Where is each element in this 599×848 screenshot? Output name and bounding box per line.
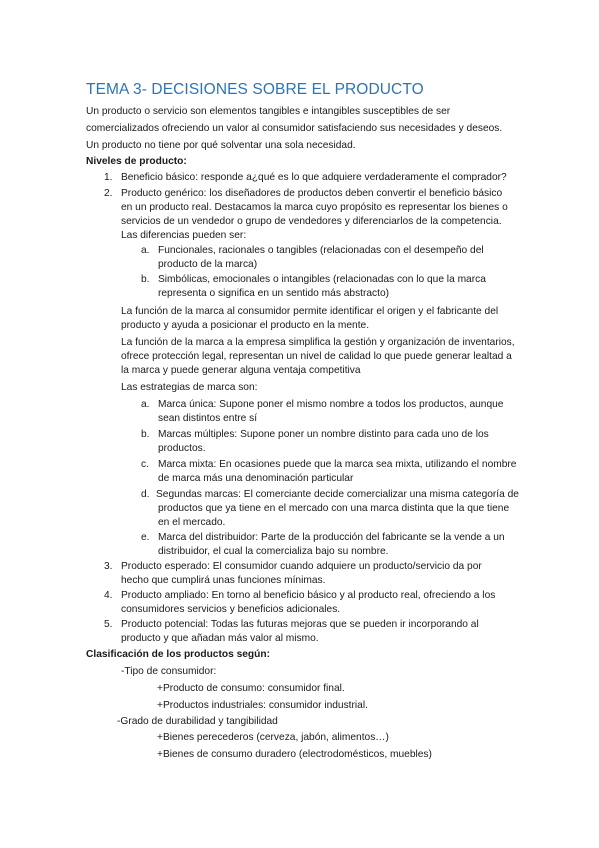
list-item-text: en un producto real. Destacamos la marca cuyo propósito es representar los bienes o [121,202,508,213]
sublist-item-text: Marca mixta: En ocasiones puede que la marca sea mixta, utilizando el nombre [158,459,517,470]
classification-line: +Productos industriales: consumidor industrial. [157,700,368,711]
classification-line: -Grado de durabilidad y tangibilidad [117,716,278,727]
sublist-item-text: productos que ya tiene en el mercado con una marca distinta que la que tiene [158,503,510,514]
sublist-letter: a. [141,399,150,410]
sublist-letter: d. [141,489,150,500]
section-heading-clasificacion: Clasificación de los productos según: [86,649,270,660]
paragraph-line: Las estrategias de marca son: [121,382,258,393]
classification-line: +Bienes perecederos (cerveza, jabón, alimentos…) [157,732,389,743]
sublist-letter: b. [141,274,150,285]
sublist-item-text: Marca del distribuidor: Parte de la producción del fabricante se la vende a un [158,532,505,543]
list-number: 1. [104,172,113,183]
sublist-letter: c. [141,459,149,470]
sublist-item-text: Segundas marcas: El comerciante decide comercializar una misma categoría de [156,489,519,500]
classification-line: +Producto de consumo: consumidor final. [157,683,345,694]
list-item-text: Producto ampliado: En torno al beneficio básico y al producto real, ofreciendo a los [121,590,496,601]
document-title: TEMA 3- DECISIONES SOBRE EL PRODUCTO [86,81,424,98]
sublist-letter: a. [141,245,150,256]
sublist-item-text: Simbólicas, emocionales o intangibles (relacionadas con lo que la marca [158,274,486,285]
paragraph-line: La función de la marca a la empresa simplifica la gestión y organización de inventarios, [121,337,515,348]
list-item-text: Producto genérico: los diseñadores de productos deben convertir el beneficio básico [121,188,503,199]
sublist-item-text: producto de la marca) [158,259,258,270]
sublist-item-text: Marca única: Supone poner el mismo nombre a todos los productos, aunque [158,399,504,410]
list-item-text: Producto esperado: El consumidor cuando adquiere un producto/servicio da por [121,561,482,572]
sublist-item-text: Funcionales, racionales o tangibles (relacionadas con el desempeño del [158,245,484,256]
sublist-item-text: en el mercado. [158,517,226,528]
sublist-letter: b. [141,429,150,440]
list-item-text: consumidores servicios y beneficios adicionales. [121,604,341,615]
intro-line: comercializados ofreciendo un valor al consumidor satisfaciendo sus necesidades y deseos. [86,123,503,134]
list-item-text: servicios de un vendedor o grupo de vendedores y diferenciarlos de la competencia. [121,216,502,227]
sublist-item-text: productos. [158,443,206,454]
list-item-text: Beneficio básico: responde a¿qué es lo que adquiere verdaderamente el comprador? [121,172,507,183]
section-heading-niveles: Niveles de producto: [86,156,187,167]
sublist-item-text: representa o significa en un sentido más abstracto) [158,288,390,299]
intro-line: Un producto o servicio son elementos tangibles e intangibles susceptibles de ser [86,106,451,117]
sublist-item-text: Marcas múltiples: Supone poner un nombre distinto para cada uno de los [158,429,489,440]
list-number: 3. [104,561,113,572]
classification-line: +Bienes de consumo duradero (electrodomésticos, muebles) [157,749,432,760]
list-item-text: Producto potencial: Todas las futuras mejoras que se pueden ir incorporando al [121,619,479,630]
sublist-letter: e. [141,532,150,543]
sublist-item-text: sean distintos entre sí [158,413,258,424]
list-item-text: hecho que cumplirá unas funciones mínimas. [121,575,326,586]
list-number: 5. [104,619,113,630]
list-item-text: producto y que añadan más valor al mismo. [121,633,319,644]
paragraph-line: producto y ayuda a posicionar el producto en la mente. [121,320,370,331]
sublist-item-text: distribuidor, el cual la comercializa bajo su nombre. [158,546,389,557]
paragraph-line: la marca y puede generar alguna ventaja competitiva [121,365,361,376]
list-number: 4. [104,590,113,601]
paragraph-line: ofrece protección legal, representan un nivel de calidad lo que puede generar lealtad a [121,351,512,362]
classification-line: -Tipo de consumidor: [121,666,217,677]
paragraph-line: La función de la marca al consumidor permite identificar el origen y el fabricante del [121,306,499,317]
list-number: 2. [104,188,113,199]
sublist-item-text: de marca más una denominación particular [158,473,354,484]
intro-line: Un producto no tiene por qué solventar una sola necesidad. [86,140,356,151]
list-item-text: Las diferencias pueden ser: [121,230,247,241]
